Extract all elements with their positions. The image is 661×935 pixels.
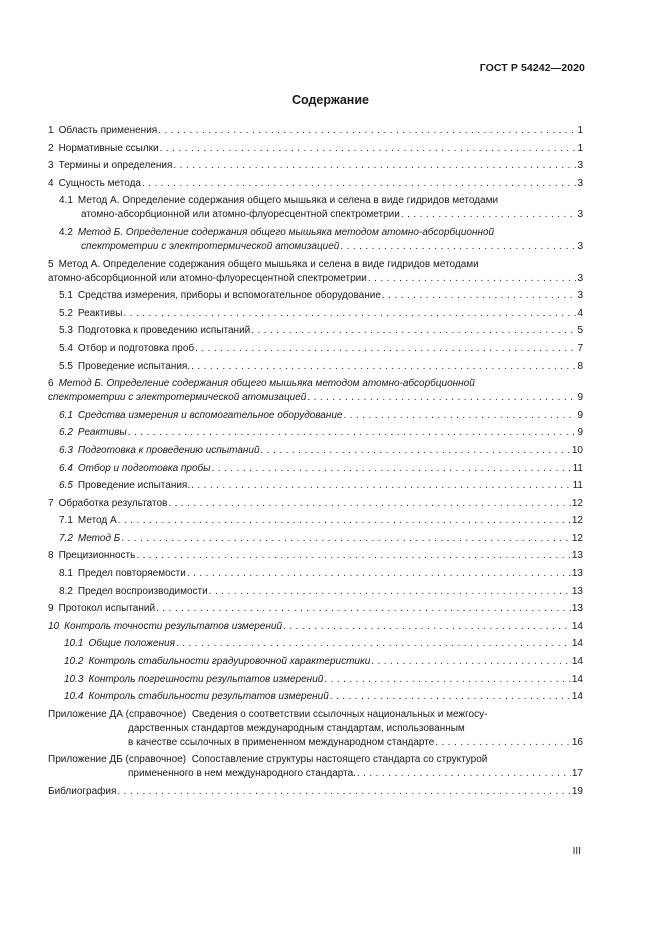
leader-dots <box>357 767 571 781</box>
toc-page: 16 <box>571 736 583 748</box>
toc-entry-6-4[interactable] <box>48 462 583 476</box>
toc-page: 10 <box>571 444 583 456</box>
leader-dots <box>330 690 571 704</box>
toc-entry-bibliography[interactable] <box>48 785 583 799</box>
toc-number: 6.5 <box>59 480 73 492</box>
document-code: ГОСТ Р 54242—2020 <box>479 62 585 74</box>
toc-number: 5.4 <box>59 342 73 354</box>
toc-text: Средства измерения и вспомогательное оборудование <box>77 409 343 421</box>
toc-text-line1: Сведения о соответствии ссылочных национальных и межгосу- <box>191 708 488 720</box>
toc-entry-appendix-db[interactable] <box>48 753 583 781</box>
toc-entry-10[interactable] <box>48 620 583 634</box>
toc-text: Средства измерения, приборы и вспомогательное оборудование <box>77 290 381 302</box>
toc-text-line2: атомно-абсорбционной или атомно-флуоресцентной спектрометрии <box>81 209 400 221</box>
appendix-prefix: Приложение ДБ (справочное) <box>48 754 187 766</box>
toc-entry-10-4[interactable] <box>48 690 583 704</box>
toc-text: Общие положения <box>88 638 175 650</box>
toc-text: Термины и определения <box>58 160 173 172</box>
leader-dots <box>118 514 571 528</box>
leader-dots <box>158 124 576 138</box>
toc-entry-3[interactable] <box>48 159 583 173</box>
toc-page: 13 <box>571 568 583 580</box>
toc-page: 12 <box>571 497 583 509</box>
toc-entry-5[interactable] <box>48 258 583 286</box>
leader-dots <box>368 272 577 286</box>
leader-dots <box>191 479 571 493</box>
toc-page: 1 <box>577 125 583 136</box>
toc-text-line2: атомно-абсорбционной или атомно-флуоресцентной спектрометрии <box>48 272 367 284</box>
leader-dots <box>307 391 576 405</box>
toc-page: 1 <box>577 142 583 154</box>
toc-page: 12 <box>571 515 583 527</box>
table-of-contents <box>48 124 583 803</box>
leader-dots <box>187 567 571 581</box>
toc-entry-10-1[interactable] <box>48 637 583 651</box>
leader-dots <box>324 673 571 687</box>
toc-entry-4[interactable] <box>48 177 583 191</box>
toc-page: 14 <box>571 656 583 668</box>
toc-text: Область применения <box>58 125 158 136</box>
toc-page: 14 <box>571 638 583 650</box>
toc-text-line1: Сопоставление структуры настоящего стандарта со структурой <box>191 754 488 766</box>
toc-page: 13 <box>571 550 583 562</box>
toc-page: 14 <box>571 691 583 703</box>
toc-page: 3 <box>577 177 583 189</box>
toc-page: 7 <box>577 342 583 354</box>
toc-number: 10.3 <box>64 673 84 685</box>
toc-number: 10.1 <box>64 638 84 650</box>
toc-entry-6-5[interactable] <box>48 479 583 493</box>
toc-text: Библиография <box>48 786 117 797</box>
leader-dots <box>283 620 571 634</box>
toc-text: Метод А <box>77 515 117 527</box>
appendix-prefix: Приложение ДА (справочное) <box>48 708 187 720</box>
toc-text: Прецизионность <box>58 550 136 562</box>
leader-dots <box>343 409 576 423</box>
leader-dots <box>156 602 571 616</box>
toc-text: Контроль стабильности результатов измерений <box>88 691 329 703</box>
toc-number: 5 <box>48 258 54 270</box>
toc-number: 2 <box>48 142 54 154</box>
toc-page: 19 <box>571 786 583 797</box>
toc-page: 5 <box>577 325 583 337</box>
toc-entry-1[interactable] <box>48 124 583 138</box>
leader-dots <box>371 655 571 669</box>
leader-dots <box>123 307 576 321</box>
toc-text: Обработка результатов <box>58 497 168 509</box>
toc-number: 10 <box>48 620 60 632</box>
toc-entry-6-2[interactable] <box>48 426 583 440</box>
toc-entry-appendix-da[interactable] <box>48 708 583 750</box>
toc-entry-5-4[interactable] <box>48 342 583 356</box>
toc-number: 7.1 <box>59 515 73 527</box>
leader-dots <box>191 360 576 374</box>
toc-text: Отбор и подготовка проб <box>77 342 195 354</box>
toc-number: 10.4 <box>64 691 84 703</box>
toc-text-line1: Метод А. Определение содержания общего мышьяка и селена в виде гидридов методами <box>58 258 479 270</box>
toc-number: 3 <box>48 160 54 172</box>
leader-dots <box>209 585 571 599</box>
toc-number: 7 <box>48 497 54 509</box>
leader-dots <box>261 444 571 458</box>
toc-text: Реактивы <box>77 307 123 319</box>
toc-page: 13 <box>571 585 583 597</box>
toc-page: 14 <box>571 673 583 685</box>
toc-text: Реактивы <box>77 427 127 439</box>
toc-page: 3 <box>577 209 583 221</box>
toc-number: 1 <box>48 125 54 136</box>
toc-page: 9 <box>577 427 583 439</box>
toc-text-line2: примененного в нем международного стандарта. <box>128 768 356 780</box>
toc-text: Контроль стабильности градуировочной характеристики <box>88 656 371 668</box>
toc-text-line1: Метод Б. Определение содержания общего мышьяка методом атомно-абсорбционной <box>58 378 475 390</box>
toc-page: 11 <box>572 462 583 474</box>
leader-dots <box>251 324 576 338</box>
toc-number: 5.2 <box>59 307 73 319</box>
toc-number: 4 <box>48 177 54 189</box>
leader-dots <box>340 240 576 254</box>
leader-dots <box>128 426 577 440</box>
toc-number: 7.2 <box>59 532 73 544</box>
toc-text: Проведение испытания. <box>77 360 191 372</box>
toc-number: 10.2 <box>64 656 84 668</box>
toc-entry-7-1[interactable] <box>48 514 583 528</box>
toc-text: Сущность метода <box>58 177 141 189</box>
toc-number: 8 <box>48 550 54 562</box>
toc-entry-5-1[interactable] <box>48 289 583 303</box>
toc-number: 4.2 <box>59 226 73 238</box>
toc-entry-4-2[interactable] <box>48 226 583 254</box>
toc-text-line1: Метод Б. Определение содержания общего мышьяка методом атомно-абсорбционной <box>77 226 495 238</box>
toc-entry-6[interactable] <box>48 377 583 405</box>
toc-number: 6.3 <box>59 444 73 456</box>
toc-page: 8 <box>577 360 583 372</box>
toc-page: 14 <box>571 620 583 632</box>
page-title: Содержание <box>291 93 369 107</box>
leader-dots <box>195 342 576 356</box>
leader-dots <box>401 208 577 222</box>
toc-page: 11 <box>572 480 583 492</box>
toc-page: 9 <box>577 392 583 404</box>
toc-page: 13 <box>571 603 583 615</box>
leader-dots <box>117 785 570 799</box>
toc-text: Предел воспроизводимости <box>77 585 208 597</box>
toc-entry-5-5[interactable] <box>48 360 583 374</box>
toc-entry-6-1[interactable] <box>48 409 583 423</box>
toc-text: Протокол испытаний <box>58 603 156 615</box>
toc-entry-10-3[interactable] <box>48 673 583 687</box>
toc-number: 6.4 <box>59 462 73 474</box>
toc-page: 3 <box>577 290 583 302</box>
toc-text-line2: дарственных стандартов международным стандартам, использованным <box>128 722 465 734</box>
toc-number: 5.1 <box>59 290 73 302</box>
toc-entry-7-2[interactable] <box>48 532 583 546</box>
leader-dots <box>176 637 571 651</box>
toc-number: 9 <box>48 603 54 615</box>
toc-entry-8-1[interactable] <box>48 567 583 581</box>
toc-entry-5-3[interactable] <box>48 324 583 338</box>
toc-page: 17 <box>571 768 583 780</box>
leader-dots <box>168 497 571 511</box>
toc-number: 5.5 <box>59 360 73 372</box>
toc-entry-2[interactable] <box>48 142 583 156</box>
toc-entry-4-1[interactable] <box>48 194 583 222</box>
toc-entry-8-2[interactable] <box>48 585 583 599</box>
leader-dots <box>212 462 572 476</box>
toc-text-line1: Метод А. Определение содержания общего мышьяка и селена в виде гидридов методами <box>77 195 499 207</box>
toc-page: 3 <box>577 240 583 252</box>
toc-text: Подготовка к проведению испытаний <box>77 325 251 337</box>
toc-page: 3 <box>577 272 583 284</box>
toc-page: 9 <box>577 409 583 421</box>
toc-page: 4 <box>577 307 583 319</box>
toc-number: 6.1 <box>59 409 73 421</box>
toc-entry-8[interactable] <box>48 549 583 563</box>
toc-text-line2: спектрометрии с электротермической атомизацией <box>48 392 307 404</box>
toc-number: 8.2 <box>59 585 73 597</box>
toc-entry-9[interactable] <box>48 602 583 616</box>
toc-entry-6-3[interactable] <box>48 444 583 458</box>
toc-entry-10-2[interactable] <box>48 655 583 669</box>
toc-text: Подготовка к проведению испытаний <box>77 444 260 456</box>
toc-text: Отбор и подготовка пробы <box>77 462 211 474</box>
toc-number: 5.3 <box>59 325 73 337</box>
toc-page: 12 <box>571 532 583 544</box>
leader-dots <box>121 532 571 546</box>
toc-text: Контроль точности результатов измерений <box>64 620 283 632</box>
toc-text: Проведение испытания. <box>77 480 191 492</box>
leader-dots <box>136 549 571 563</box>
leader-dots <box>435 736 571 750</box>
toc-number: 6.2 <box>59 427 73 439</box>
toc-entry-7[interactable] <box>48 497 583 511</box>
toc-number: 4.1 <box>59 195 73 207</box>
page-number: III <box>572 846 581 857</box>
toc-text: Нормативные ссылки <box>58 142 159 154</box>
toc-text: Контроль погрешности результатов измерений <box>88 673 324 685</box>
toc-text: Метод Б <box>77 532 121 544</box>
toc-text-line3: в качестве ссылочных в примененном международном стандарте <box>128 736 435 748</box>
leader-dots <box>160 142 577 156</box>
toc-page: 3 <box>577 160 583 172</box>
leader-dots <box>173 159 576 173</box>
toc-entry-5-2[interactable] <box>48 307 583 321</box>
toc-number: 6 <box>48 378 54 390</box>
toc-text: Предел повторяемости <box>77 568 186 580</box>
leader-dots <box>382 289 577 303</box>
toc-text-line2: спектрометрии с электротермической атомизацией <box>81 240 340 252</box>
leader-dots <box>142 177 576 191</box>
toc-number: 8.1 <box>59 568 73 580</box>
